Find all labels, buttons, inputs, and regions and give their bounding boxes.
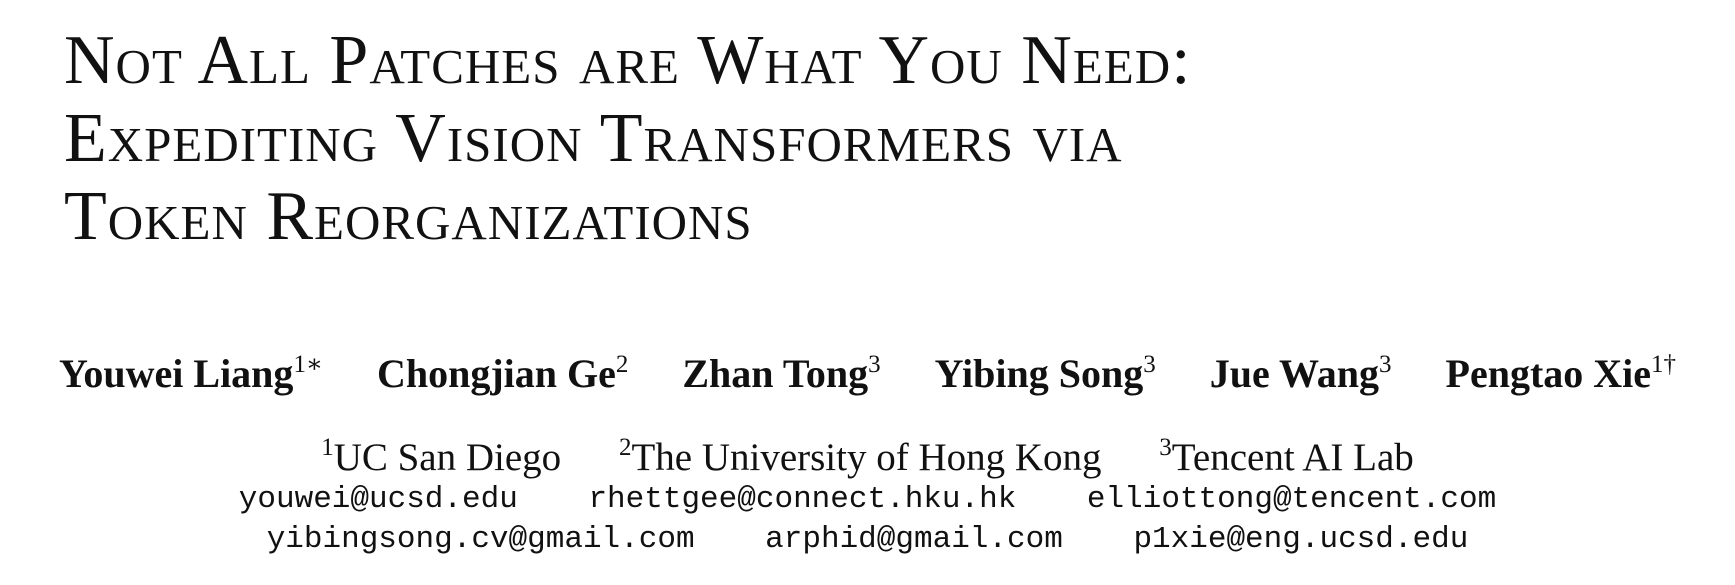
- author-mark: 3: [868, 351, 881, 378]
- affiliation-name: UC San Diego: [333, 436, 562, 479]
- author-mark: 1†: [1651, 351, 1677, 378]
- author-name: Youwei Liang: [58, 351, 294, 396]
- author-yibing-song: [935, 350, 1156, 398]
- author-chongjian-ge: [377, 350, 628, 398]
- affiliation-hku: [619, 436, 1102, 480]
- title-line-2: Expediting Vision Transformers via: [64, 100, 1123, 177]
- affiliation-mark: 1: [321, 434, 334, 461]
- affiliation-uc-san-diego: [321, 436, 561, 480]
- author-mark: 3: [1379, 351, 1392, 378]
- author-jue-wang: [1210, 350, 1392, 398]
- email-row-2: [0, 521, 1735, 559]
- title-line-1: Not All Patches are What You Need:: [64, 22, 1192, 99]
- title-line-3: Token Reorganizations: [64, 178, 753, 255]
- author-name: Pengtao Xie: [1445, 351, 1652, 396]
- author-mark: 2: [615, 351, 629, 378]
- author-mark: 3: [1143, 351, 1156, 378]
- affiliation-name: The University of Hong Kong: [631, 436, 1102, 479]
- author-name: Zhan Tong: [682, 351, 869, 396]
- email-p1xie[interactable]: p1xie@eng.ucsd.edu: [1133, 522, 1469, 557]
- author-name: Jue Wang: [1209, 351, 1380, 396]
- affiliation-name: Tencent AI Lab: [1171, 436, 1414, 479]
- affiliation-list: [0, 436, 1735, 480]
- email-elliottong[interactable]: elliottong@tencent.com: [1086, 482, 1497, 517]
- paper-title: [64, 22, 1192, 256]
- author-pengtao-xie: [1446, 350, 1677, 398]
- email-arphid[interactable]: arphid@gmail.com: [765, 522, 1063, 557]
- author-name: Chongjian Ge: [376, 351, 616, 396]
- affiliation-tencent: [1159, 436, 1414, 480]
- author-name: Yibing Song: [934, 351, 1144, 396]
- affiliation-mark: 2: [618, 434, 632, 461]
- author-zhan-tong: [682, 350, 880, 398]
- author-youwei-liang: [59, 350, 323, 398]
- author-mark: 1∗: [293, 351, 323, 378]
- author-list: [0, 350, 1735, 398]
- email-rhettgee[interactable]: rhettgee@connect.hku.hk: [588, 482, 1017, 517]
- affiliation-mark: 3: [1159, 434, 1172, 461]
- email-youwei[interactable]: youwei@ucsd.edu: [238, 482, 518, 517]
- email-yibingsong[interactable]: yibingsong.cv@gmail.com: [266, 522, 695, 557]
- email-row-1: [0, 481, 1735, 519]
